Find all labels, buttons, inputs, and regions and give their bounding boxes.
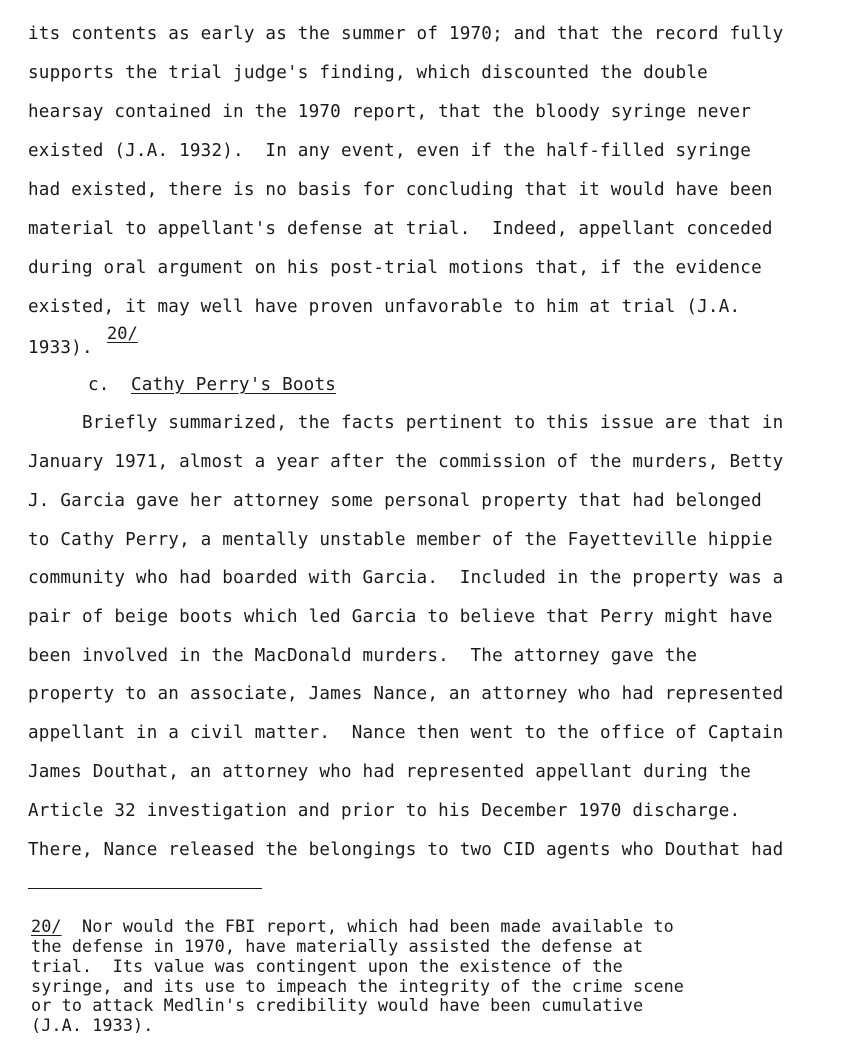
footnote-line: (J.A. 1933). <box>31 1015 154 1035</box>
footnote-line: or to attack Medlin's credibility would have been cumulative <box>31 995 644 1015</box>
body-line: been involved in the MacDonald murders. The attorney gave the <box>28 646 698 666</box>
footnote-line <box>31 917 674 936</box>
body-line: There, Nance released the belongings to two CID agents who Douthat had <box>28 840 784 860</box>
body-line: existed (J.A. 1932). In any event, even if the half-filled syringe <box>28 141 752 161</box>
body-line: had existed, there is no basis for concluding that it would have been <box>28 180 773 200</box>
section-letter: c. <box>88 375 110 395</box>
body-line: January 1971, almost a year after the commission of the murders, Betty <box>28 452 784 472</box>
body-line: 1933). <box>28 338 93 358</box>
body-line: J. Garcia gave her attorney some personal property that had belonged <box>28 491 762 511</box>
body-line: during oral argument on his post-trial motions that, if the evidence <box>28 258 762 278</box>
body-line: appellant in a civil matter. Nance then went to the office of Captain <box>28 723 784 743</box>
body-line: to Cathy Perry, a mentally unstable member of the Fayetteville hippie <box>28 530 773 550</box>
body-line: Briefly summarized, the facts pertinent to this issue are that in <box>28 413 784 433</box>
body-line: material to appellant's defense at trial. Indeed, appellant conceded <box>28 219 773 239</box>
body-line: pair of beige boots which led Garcia to believe that Perry might have <box>28 607 773 627</box>
footnote-reference[interactable]: 20/ <box>107 324 138 344</box>
body-line: community who had boarded with Garcia. Included in the property was a <box>28 568 784 588</box>
body-line: its contents as early as the summer of 1970; and that the record fully <box>28 24 784 44</box>
section-heading: Cathy Perry's Boots <box>131 375 337 395</box>
footnote-marker: 20/ <box>31 916 62 936</box>
body-line: existed, it may well have proven unfavorable to him at trial (J.A. <box>28 297 741 317</box>
body-line: hearsay contained in the 1970 report, that the bloody syringe never <box>28 102 752 122</box>
footnote-line: the defense in 1970, have materially assisted the defense at <box>31 936 644 956</box>
footnote-line: syringe, and its use to impeach the integrity of the crime scene <box>31 976 685 996</box>
footnote-divider <box>28 888 262 889</box>
body-line: supports the trial judge's finding, which discounted the double <box>28 63 708 83</box>
body-line: Article 32 investigation and prior to his December 1970 discharge. <box>28 801 741 821</box>
body-line: James Douthat, an attorney who had represented appellant during the <box>28 762 752 782</box>
footnote-text: Nor would the FBI report, which had been made available to <box>61 916 674 936</box>
body-line: property to an associate, James Nance, an attorney who had represented <box>28 684 784 704</box>
footnote-line: trial. Its value was contingent upon the existence of the <box>31 956 623 976</box>
